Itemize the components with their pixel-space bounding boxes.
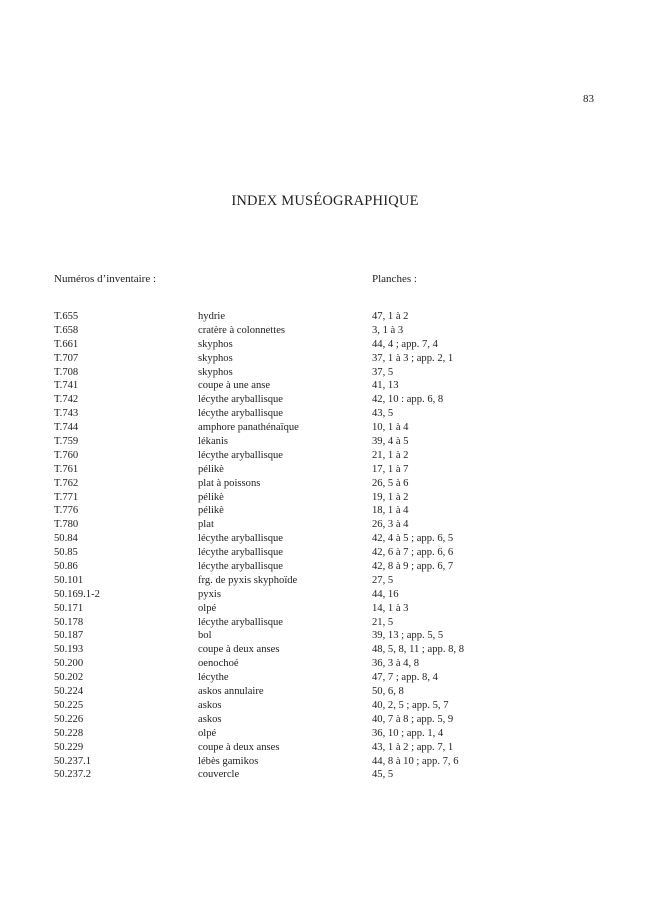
inventory-number: 50.237.2 xyxy=(54,769,92,781)
object-type: pélikè xyxy=(198,505,224,517)
object-type: lécythe aryballisque xyxy=(198,547,284,559)
index-row xyxy=(0,741,650,755)
object-type: pyxis xyxy=(198,588,221,600)
object-type: lécythe aryballisque xyxy=(198,394,284,406)
plate-references: 17, 1 à 7 xyxy=(372,463,409,475)
inventory-number: T.780 xyxy=(54,519,79,531)
inventory-column-header: Numéros d’inventaire : xyxy=(54,273,157,285)
inventory-number: T.707 xyxy=(54,352,79,364)
object-type: lécythe aryballisque xyxy=(198,449,284,461)
index-row xyxy=(0,532,650,546)
object-type: cratère à colonnettes xyxy=(198,324,286,336)
inventory-number: T.655 xyxy=(54,311,79,322)
object-type: lécythe aryballisque xyxy=(198,533,284,545)
object-type: lécythe xyxy=(198,672,229,684)
plate-references: 44, 8 à 10 ; app. 7, 6 xyxy=(372,755,459,767)
plate-references: 37, 1 à 3 ; app. 2, 1 xyxy=(372,352,454,364)
plate-references: 47, 7 ; app. 8, 4 xyxy=(372,672,438,684)
index-row xyxy=(0,477,650,491)
inventory-number: T.761 xyxy=(54,463,79,475)
object-type: olpé xyxy=(198,727,217,739)
index-row xyxy=(0,504,650,518)
index-row xyxy=(0,574,650,588)
object-type: lécythe aryballisque xyxy=(198,561,284,573)
plate-references: 18, 1 à 4 xyxy=(372,505,409,517)
plate-references: 36, 3 à 4, 8 xyxy=(372,658,420,670)
index-row xyxy=(0,379,650,393)
object-type: askos xyxy=(198,699,222,711)
inventory-number: T.658 xyxy=(54,324,79,336)
inventory-number: 50.224 xyxy=(54,686,84,698)
object-type: pélikè xyxy=(198,463,224,475)
object-type: bol xyxy=(198,630,212,642)
plate-references: 50, 6, 8 xyxy=(372,686,404,698)
index-row xyxy=(0,755,650,769)
index-row xyxy=(0,393,650,407)
object-type: skyphos xyxy=(198,338,233,350)
plate-references: 27, 5 xyxy=(372,574,394,586)
plate-references: 42, 6 à 7 ; app. 6, 6 xyxy=(372,547,454,559)
object-type: coupe à deux anses xyxy=(198,741,280,753)
object-type: lécythe aryballisque xyxy=(198,616,284,628)
plate-references: 42, 10 : app. 6, 8 xyxy=(372,394,444,406)
object-type: plat à poissons xyxy=(198,477,261,489)
inventory-number: T.743 xyxy=(54,408,79,420)
plate-references: 10, 1 à 4 xyxy=(372,422,409,434)
plate-references: 39, 13 ; app. 5, 5 xyxy=(372,630,444,642)
inventory-number: T.776 xyxy=(54,505,79,517)
plate-references: 41, 13 xyxy=(372,380,399,392)
index-row xyxy=(0,727,650,741)
object-type: pélikè xyxy=(198,491,224,503)
inventory-number: 50.171 xyxy=(54,602,84,614)
plate-references: 21, 1 à 2 xyxy=(372,449,409,461)
inventory-number: 50.84 xyxy=(54,533,78,545)
plate-references: 40, 2, 5 ; app. 5, 7 xyxy=(372,699,449,711)
index-row xyxy=(0,421,650,435)
inventory-number: T.708 xyxy=(54,366,79,378)
index-row xyxy=(0,699,650,713)
inventory-number: 50.229 xyxy=(54,741,84,753)
object-type: frg. de pyxis skyphoïde xyxy=(198,574,298,586)
index-row xyxy=(0,685,650,699)
index-row xyxy=(0,518,650,532)
index-row xyxy=(0,602,650,616)
plate-references: 45, 5 xyxy=(372,769,394,781)
plate-references: 42, 4 à 5 ; app. 6, 5 xyxy=(372,533,454,545)
inventory-number: 50.200 xyxy=(54,658,84,670)
plate-references: 37, 5 xyxy=(372,366,394,378)
plate-references: 44, 16 xyxy=(372,588,399,600)
plate-references: 3, 1 à 3 xyxy=(372,324,404,336)
inventory-number: 50.85 xyxy=(54,547,78,559)
object-type: olpé xyxy=(198,602,217,614)
plate-references: 14, 1 à 3 xyxy=(372,602,409,614)
index-row xyxy=(0,671,650,685)
object-type: lébès gamikos xyxy=(198,755,259,767)
index-row xyxy=(0,657,650,671)
inventory-number: T.771 xyxy=(54,491,79,503)
inventory-number: 50.169.1-2 xyxy=(54,588,100,600)
inventory-number: T.661 xyxy=(54,338,79,350)
inventory-number: 50.101 xyxy=(54,574,84,586)
plate-references: 19, 1 à 2 xyxy=(372,491,409,503)
index-row xyxy=(0,463,650,477)
object-type: skyphos xyxy=(198,366,233,378)
object-type: plat xyxy=(198,519,214,531)
object-type: hydrie xyxy=(198,311,226,322)
plate-references: 26, 5 à 6 xyxy=(372,477,409,489)
inventory-number: 50.187 xyxy=(54,630,84,642)
inventory-number: T.762 xyxy=(54,477,79,489)
inventory-number: 50.225 xyxy=(54,699,84,711)
index-row xyxy=(0,588,650,602)
object-type: oenochoé xyxy=(198,658,239,670)
plate-references: 48, 5, 8, 11 ; app. 8, 8 xyxy=(372,644,465,656)
page-number: 83 xyxy=(583,93,594,105)
plate-references: 43, 5 xyxy=(372,408,394,420)
inventory-number: 50.86 xyxy=(54,561,78,573)
index-row xyxy=(0,449,650,463)
index-row xyxy=(0,616,650,630)
index-row xyxy=(0,560,650,574)
object-type: lékanis xyxy=(198,436,229,448)
index-row xyxy=(0,491,650,505)
page-title: INDEX MUSÉOGRAPHIQUE xyxy=(231,193,419,209)
object-type: askos annulaire xyxy=(198,686,264,698)
object-type: couvercle xyxy=(198,769,240,781)
object-type: amphore panathénaïque xyxy=(198,422,299,434)
index-row xyxy=(0,310,650,324)
index-row xyxy=(0,713,650,727)
inventory-number: 50.202 xyxy=(54,672,84,684)
plate-references: 47, 1 à 2 xyxy=(372,311,409,322)
index-row xyxy=(0,629,650,643)
index-row xyxy=(0,324,650,338)
object-type: coupe à deux anses xyxy=(198,644,280,656)
plates-column-header: Planches : xyxy=(372,273,417,285)
plate-references: 43, 1 à 2 ; app. 7, 1 xyxy=(372,741,454,753)
plate-references: 26, 3 à 4 xyxy=(372,519,409,531)
plate-references: 42, 8 à 9 ; app. 6, 7 xyxy=(372,561,454,573)
inventory-number: 50.226 xyxy=(54,713,84,725)
inventory-number: T.760 xyxy=(54,449,79,461)
object-type: lécythe aryballisque xyxy=(198,408,284,420)
plate-references: 40, 7 à 8 ; app. 5, 9 xyxy=(372,713,454,725)
plate-references: 36, 10 ; app. 1, 4 xyxy=(372,727,444,739)
index-row xyxy=(0,768,650,782)
inventory-number: T.744 xyxy=(54,422,79,434)
inventory-number: T.742 xyxy=(54,394,79,406)
inventory-number: T.759 xyxy=(54,436,79,448)
inventory-number: T.741 xyxy=(54,380,79,392)
index-row xyxy=(0,435,650,449)
plate-references: 21, 5 xyxy=(372,616,394,628)
object-type: askos xyxy=(198,713,222,725)
index-row xyxy=(0,643,650,657)
inventory-number: 50.178 xyxy=(54,616,84,628)
object-type: skyphos xyxy=(198,352,233,364)
inventory-number: 50.193 xyxy=(54,644,84,656)
plate-references: 44, 4 ; app. 7, 4 xyxy=(372,338,438,350)
inventory-number: 50.237.1 xyxy=(54,755,92,767)
index-row xyxy=(0,366,650,380)
index-row xyxy=(0,546,650,560)
plate-references: 39, 4 à 5 xyxy=(372,436,409,448)
index-list xyxy=(0,310,650,782)
index-row xyxy=(0,338,650,352)
inventory-number: 50.228 xyxy=(54,727,84,739)
object-type: coupe à une anse xyxy=(198,380,271,392)
index-row xyxy=(0,352,650,366)
index-row xyxy=(0,407,650,421)
